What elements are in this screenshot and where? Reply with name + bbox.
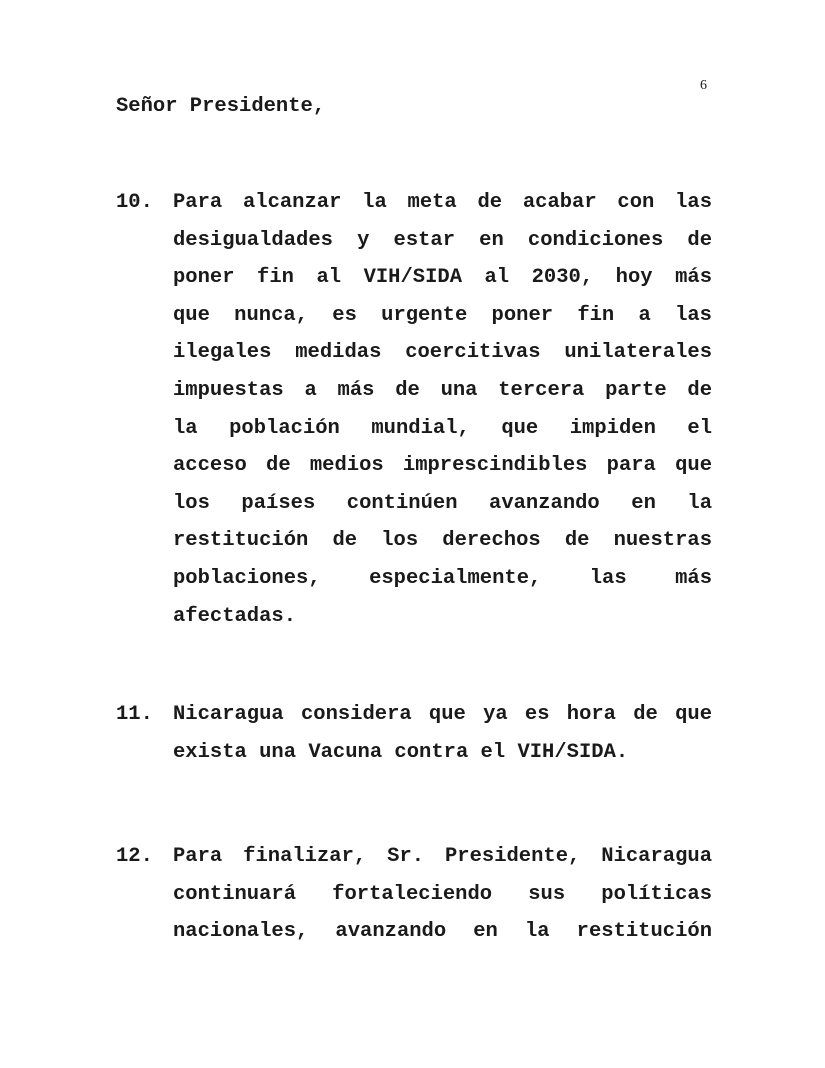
paragraph-10 (116, 184, 712, 635)
paragraph-12 (116, 838, 712, 951)
text-line: que nunca, es urgente poner fin a las (173, 303, 712, 327)
paragraph-number: 10. (116, 191, 153, 214)
text-line: continuará fortaleciendo sus políticas (173, 882, 712, 906)
paragraph-number: 12. (116, 845, 153, 868)
paragraph-number: 11. (116, 703, 153, 726)
text-line: restitución de los derechos de nuestras (173, 529, 712, 553)
text-line: afectadas. (173, 604, 297, 628)
text-line: impuestas a más de una tercera parte de (173, 378, 712, 402)
text-line: poner fin al VIH/SIDA al 2030, hoy más (173, 266, 712, 290)
text-line: Para finalizar, Sr. Presidente, Nicaragua (173, 845, 712, 868)
paragraph-text (173, 838, 712, 951)
paragraph-text (173, 696, 712, 771)
text-line: acceso de medios imprescindibles para que (173, 454, 712, 478)
text-line: los países continúen avanzando en la (173, 491, 712, 515)
text-line: poblaciones, especialmente, las más (173, 566, 712, 590)
text-line: Para alcanzar la meta de acabar con las (173, 191, 712, 214)
text-line: ilegales medidas coercitivas unilaterales (173, 341, 712, 365)
text-line: nacionales, avanzando en la restitución (173, 920, 712, 944)
text-line: Nicaragua considera que ya es hora de que (173, 703, 712, 726)
text-line: exista una Vacuna contra el VIH/SIDA. (173, 740, 629, 764)
page-number: 6 (700, 78, 707, 93)
paragraph-11 (116, 696, 712, 771)
text-line: la población mundial, que impiden el (173, 416, 712, 440)
text-line: desigualdades y estar en condiciones de (173, 228, 712, 252)
salutation: Señor Presidente, (116, 95, 326, 118)
paragraph-text (173, 184, 712, 635)
